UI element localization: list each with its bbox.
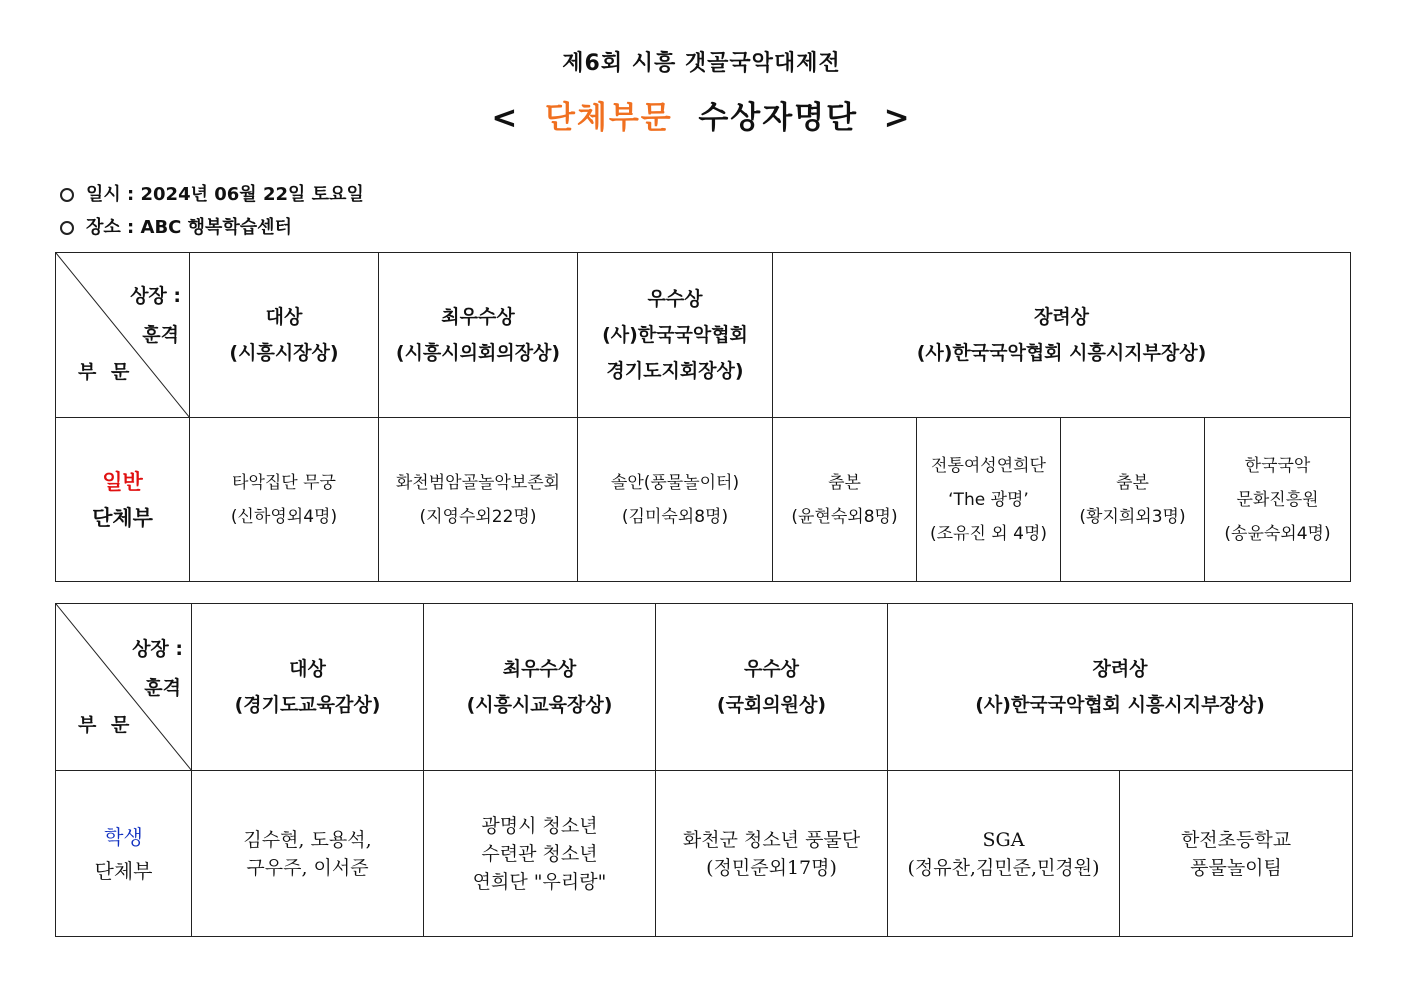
- header-line: (국회의원상): [716, 694, 827, 716]
- subtitle-open-bracket: <: [491, 100, 520, 136]
- winner-line: 구우주, 이서준: [246, 856, 369, 879]
- diagonal-header-cell: [56, 253, 190, 418]
- header-line: (사)한국국악협회 시흥시지부장상): [975, 694, 1265, 716]
- winner-cell: [917, 418, 1061, 582]
- winner-line: 광명시 청소년: [481, 814, 598, 837]
- winner-line: 연희단 "우리랑": [472, 870, 607, 893]
- header-line: (시흥시장상): [229, 342, 339, 364]
- header-line: (시흥시의회의장상): [395, 342, 561, 364]
- winner-line: SGA: [982, 828, 1025, 851]
- info-place: [60, 213, 292, 239]
- hun-label: 훈격: [142, 324, 179, 346]
- header-line: 최우수상: [441, 306, 515, 328]
- winner-line: (황지희외3명): [1079, 506, 1186, 527]
- winner-line: 춤본: [1116, 472, 1149, 493]
- category-general: 일반: [102, 469, 143, 494]
- winner-line: 춤본: [828, 472, 861, 493]
- header-excellence-prize: [379, 253, 578, 418]
- winner-line: 풍물놀이팀: [1190, 856, 1282, 879]
- header-merit-prize: [656, 604, 888, 771]
- header-line: (경기도교육감상): [234, 694, 381, 716]
- header-grand-prize: [190, 253, 379, 418]
- header-line: 대상: [265, 306, 303, 328]
- winner-line: 솔안(풍물놀이터): [610, 472, 740, 493]
- winner-line: 한국국악: [1244, 455, 1311, 476]
- header-line: (시흥시교육장상): [466, 694, 613, 716]
- winner-line: 타악집단 무궁: [232, 472, 336, 493]
- header-merit-prize: [578, 253, 773, 418]
- winner-line: 한전초등학교: [1180, 828, 1292, 851]
- winner-line: (신하영외4명): [230, 506, 338, 527]
- winner-line: ‘The 광명’: [948, 489, 1029, 510]
- header-line: 장려상: [1092, 658, 1148, 680]
- winner-cell: [773, 418, 917, 582]
- winner-line: 화천군 청소년 풍물단: [682, 828, 861, 851]
- page-subtitle: [0, 92, 1403, 137]
- winner-line: 화천범암골놀악보존회: [395, 472, 561, 493]
- diagonal-header-cell: [56, 604, 192, 771]
- winner-cell: [1205, 418, 1351, 582]
- winner-cell: [656, 771, 888, 937]
- category-cell: [56, 418, 190, 582]
- category-group: 단체부: [94, 858, 153, 883]
- header-line: 우수상: [743, 658, 800, 680]
- header-excellence-prize: [424, 604, 656, 771]
- winner-line: 전통여성연희단: [931, 455, 1046, 476]
- bullet-circle-icon: [60, 188, 74, 202]
- winner-line: (정민준외17명): [706, 856, 837, 879]
- winner-line: (윤현숙외8명): [791, 506, 898, 527]
- header-grand-prize: [192, 604, 424, 771]
- winner-line: (조유진 외 4명): [930, 523, 1047, 544]
- winner-line: (지영수외22명): [419, 506, 537, 527]
- award-label: 상장 :: [132, 638, 183, 660]
- winner-line: (송윤숙외4명): [1224, 523, 1331, 544]
- winner-line: 수련관 청소년: [481, 842, 598, 865]
- winner-cell: [192, 771, 424, 937]
- header-line: 경기도지회장상): [606, 360, 744, 382]
- category-group: 단체부: [92, 505, 153, 530]
- header-line: 대상: [289, 658, 326, 680]
- winner-cell: [379, 418, 578, 582]
- section-label: 부 문: [78, 714, 134, 736]
- awards-table-student: [55, 603, 1353, 937]
- info-date: [60, 180, 364, 206]
- winner-cell: [888, 771, 1120, 937]
- page-title: 제6회 시흥 갯골국악대제전: [562, 51, 841, 76]
- awards-table-general: [55, 252, 1351, 582]
- subtitle-main: 수상자명단: [698, 100, 859, 136]
- winner-cell: [1061, 418, 1205, 582]
- winner-line: (정유찬,김민준,민경원): [907, 856, 1100, 879]
- winner-line: (김미숙외8명): [621, 506, 729, 527]
- category-cell: [56, 771, 192, 937]
- winner-cell: [578, 418, 773, 582]
- header-encouragement-prize: [773, 253, 1351, 418]
- header-line: (사)한국국악협회 시흥시지부장상): [916, 342, 1207, 364]
- winner-line: 김수현, 도용석,: [243, 828, 372, 851]
- header-encouragement-prize: [888, 604, 1353, 771]
- date-text: 일시 : 2024년 06월 22일 토요일: [86, 184, 364, 205]
- section-label: 부 문: [78, 361, 134, 383]
- category-student: 학생: [104, 824, 143, 849]
- subtitle-close-bracket: >: [883, 100, 912, 136]
- winner-cell: [424, 771, 656, 937]
- bullet-circle-icon: [60, 221, 74, 235]
- header-line: 최우수상: [502, 658, 577, 680]
- winner-cell: [1120, 771, 1353, 937]
- header-line: 우수상: [647, 288, 703, 310]
- header-line: 장려상: [1033, 306, 1090, 328]
- winner-line: 문화진흥원: [1236, 489, 1319, 510]
- place-text: 장소 : ABC 행복학습센터: [86, 217, 292, 238]
- winner-cell: [190, 418, 379, 582]
- header-line: (사)한국국악협회: [602, 324, 748, 346]
- subtitle-accent: 단체부문: [544, 100, 673, 136]
- award-label: 상장 :: [130, 285, 181, 307]
- hun-label: 훈격: [144, 677, 181, 699]
